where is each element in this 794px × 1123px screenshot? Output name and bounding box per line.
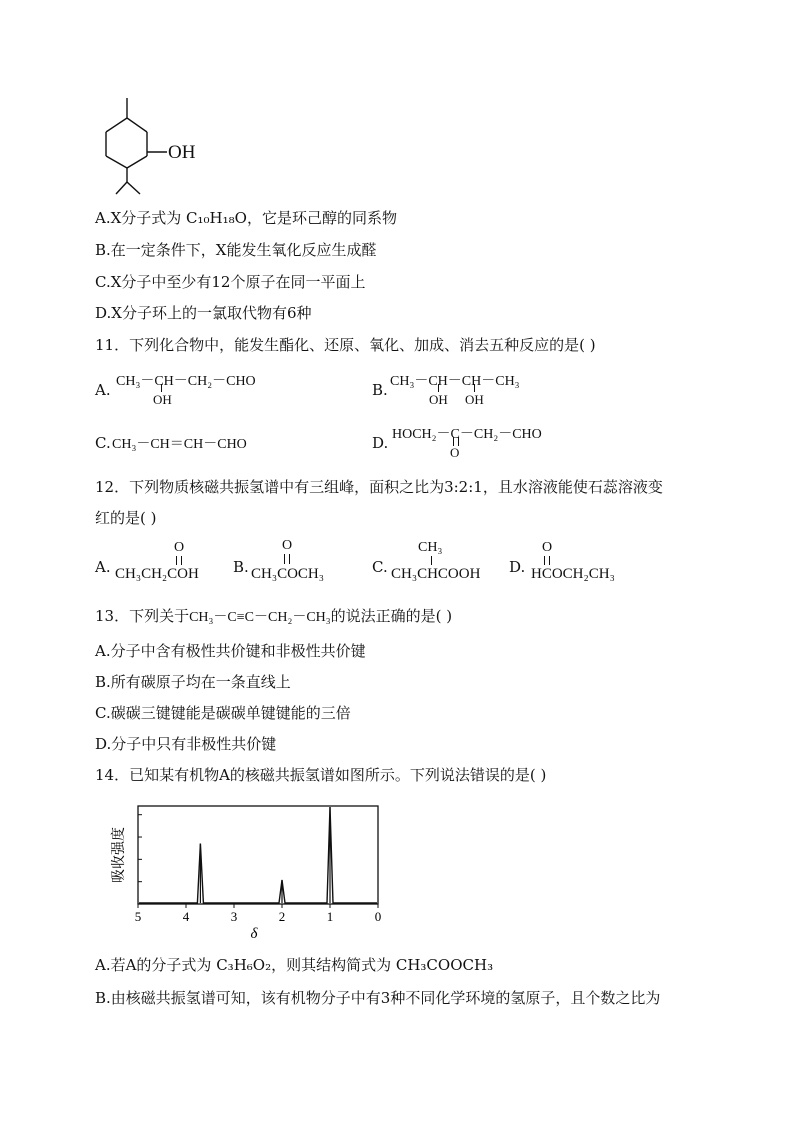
q13-option-d: D.分子中只有非极性共价键: [95, 735, 277, 753]
q13-option-c: C.碳碳三键键能是碳碳单键键能的三倍: [95, 704, 351, 722]
q14-option-b: B.由核磁共振氢谱可知，该有机物分子中有3种不同化学环境的氢原子，且个数之比为: [95, 989, 661, 1007]
q13-stem-post: 的说法正确的是( ): [330, 607, 453, 625]
q12-option-d-formula: HCOCH₂CH₃: [531, 566, 615, 582]
ring-bonds: [106, 98, 167, 194]
q11-option-b-oh-1: OH: [429, 392, 448, 407]
q11-option-b-oh-2: OH: [465, 392, 484, 407]
x-tick-label-3: 2: [278, 909, 286, 924]
q11-option-d-oxygen: O: [450, 445, 460, 460]
q12-option-c-label: C.: [372, 558, 388, 576]
q11-option-a-branch: [161, 384, 164, 392]
q11-option-a-formula: CH₃－CH－CH₂－CHO: [116, 374, 256, 389]
q13-stem-formula: CH₃－C≡C－CH₂－CH₃: [189, 610, 331, 625]
q11-option-d-formula: HOCH₂－C－CH₂－CHO: [392, 427, 542, 442]
q11-option-a-oh: OH: [153, 392, 172, 407]
q12-option-c-formula: CH₃CHCOOH: [391, 566, 481, 582]
q12-stem-line2: 红的是( ): [95, 509, 157, 527]
q12-option-b-label: B.: [233, 558, 249, 576]
q11-stem: 11．下列化合物中，能发生酯化、还原、氧化、加成、消去五种反应的是( ): [95, 336, 596, 354]
plot-frame: [138, 806, 378, 904]
q12-option-a-carbonyl-o: O: [174, 540, 185, 555]
q13-option-b: B.所有碳原子均在一条直线上: [95, 673, 291, 691]
x-axis-label: δ: [250, 926, 258, 942]
spectrum-line: [139, 807, 377, 903]
q14-stem: 14．已知某有机物A的核磁共振氢谱如图所示。下列说法错误的是( ): [95, 766, 547, 784]
q12-option-c-branch: [431, 556, 434, 565]
q11-option-a-label: A.: [95, 381, 111, 399]
q11-option-b-formula: CH₃－CH－CH－CH₃: [390, 374, 520, 389]
q11-option-b-branch-2: [474, 384, 477, 392]
q12-option-a-formula: CH₃CH₂COH: [115, 566, 199, 582]
q12-option-b-carbonyl-o: O: [282, 538, 293, 553]
x-tick-label-1: 4: [182, 909, 190, 924]
q12-option-d-label: D.: [509, 558, 526, 576]
molecule-x-structure: [92, 90, 222, 200]
q12-option-a-label: A.: [95, 558, 111, 576]
q10-option-a: A.X分子式为 C₁₀H₁₈O，它是环己醇的同系物: [95, 209, 397, 227]
q11-option-c-formula: CH₃－CH＝CH－CHO: [112, 437, 247, 452]
q13-option-a: A.分子中含有极性共价键和非极性共价键: [95, 642, 366, 660]
q11-option-b-branch-1: [438, 384, 441, 392]
q10-option-b: B.在一定条件下，X能发生氧化反应生成醛: [95, 241, 377, 259]
q12-option-c-methyl: CH₃: [418, 540, 443, 555]
q13-stem-pre: 13．下列关于: [95, 607, 190, 625]
q11-option-b-label: B.: [372, 381, 388, 399]
q14-option-a: A.若A的分子式为 C₃H₆O₂，则其结构简式为 CH₃COOCH₃: [95, 956, 494, 974]
q11-option-d-label: D.: [372, 434, 389, 452]
q12-option-d-carbonyl-o: O: [542, 540, 553, 555]
x-tick-label-5: 0: [374, 909, 382, 924]
oh-label: OH: [168, 142, 196, 163]
q12-option-d-double-bond: [544, 556, 550, 565]
q12-option-a-double-bond: [176, 556, 182, 565]
x-tick-label-2: 3: [230, 909, 238, 924]
x-tick-label-4: 1: [326, 909, 334, 924]
q12-stem-line1: 12．下列物质核磁共振氢谱中有三组峰，面积之比为3:2:1，且水溶液能使石蕊溶液变: [95, 478, 663, 496]
q10-option-d: D.X分子环上的一氯取代物有6种: [95, 304, 312, 322]
nmr-spectrum-chart: [105, 800, 395, 945]
q13-stem: [95, 606, 452, 628]
y-axis-label: 吸收强度: [112, 827, 127, 883]
q12-option-b-double-bond: [284, 554, 290, 564]
q12-option-b-formula: CH₃COCH₃: [251, 566, 324, 582]
q11-option-c-label: C.: [95, 434, 111, 452]
q10-option-c: C.X分子中至少有12个原子在同一平面上: [95, 273, 366, 291]
x-tick-label-0: 5: [134, 909, 142, 924]
